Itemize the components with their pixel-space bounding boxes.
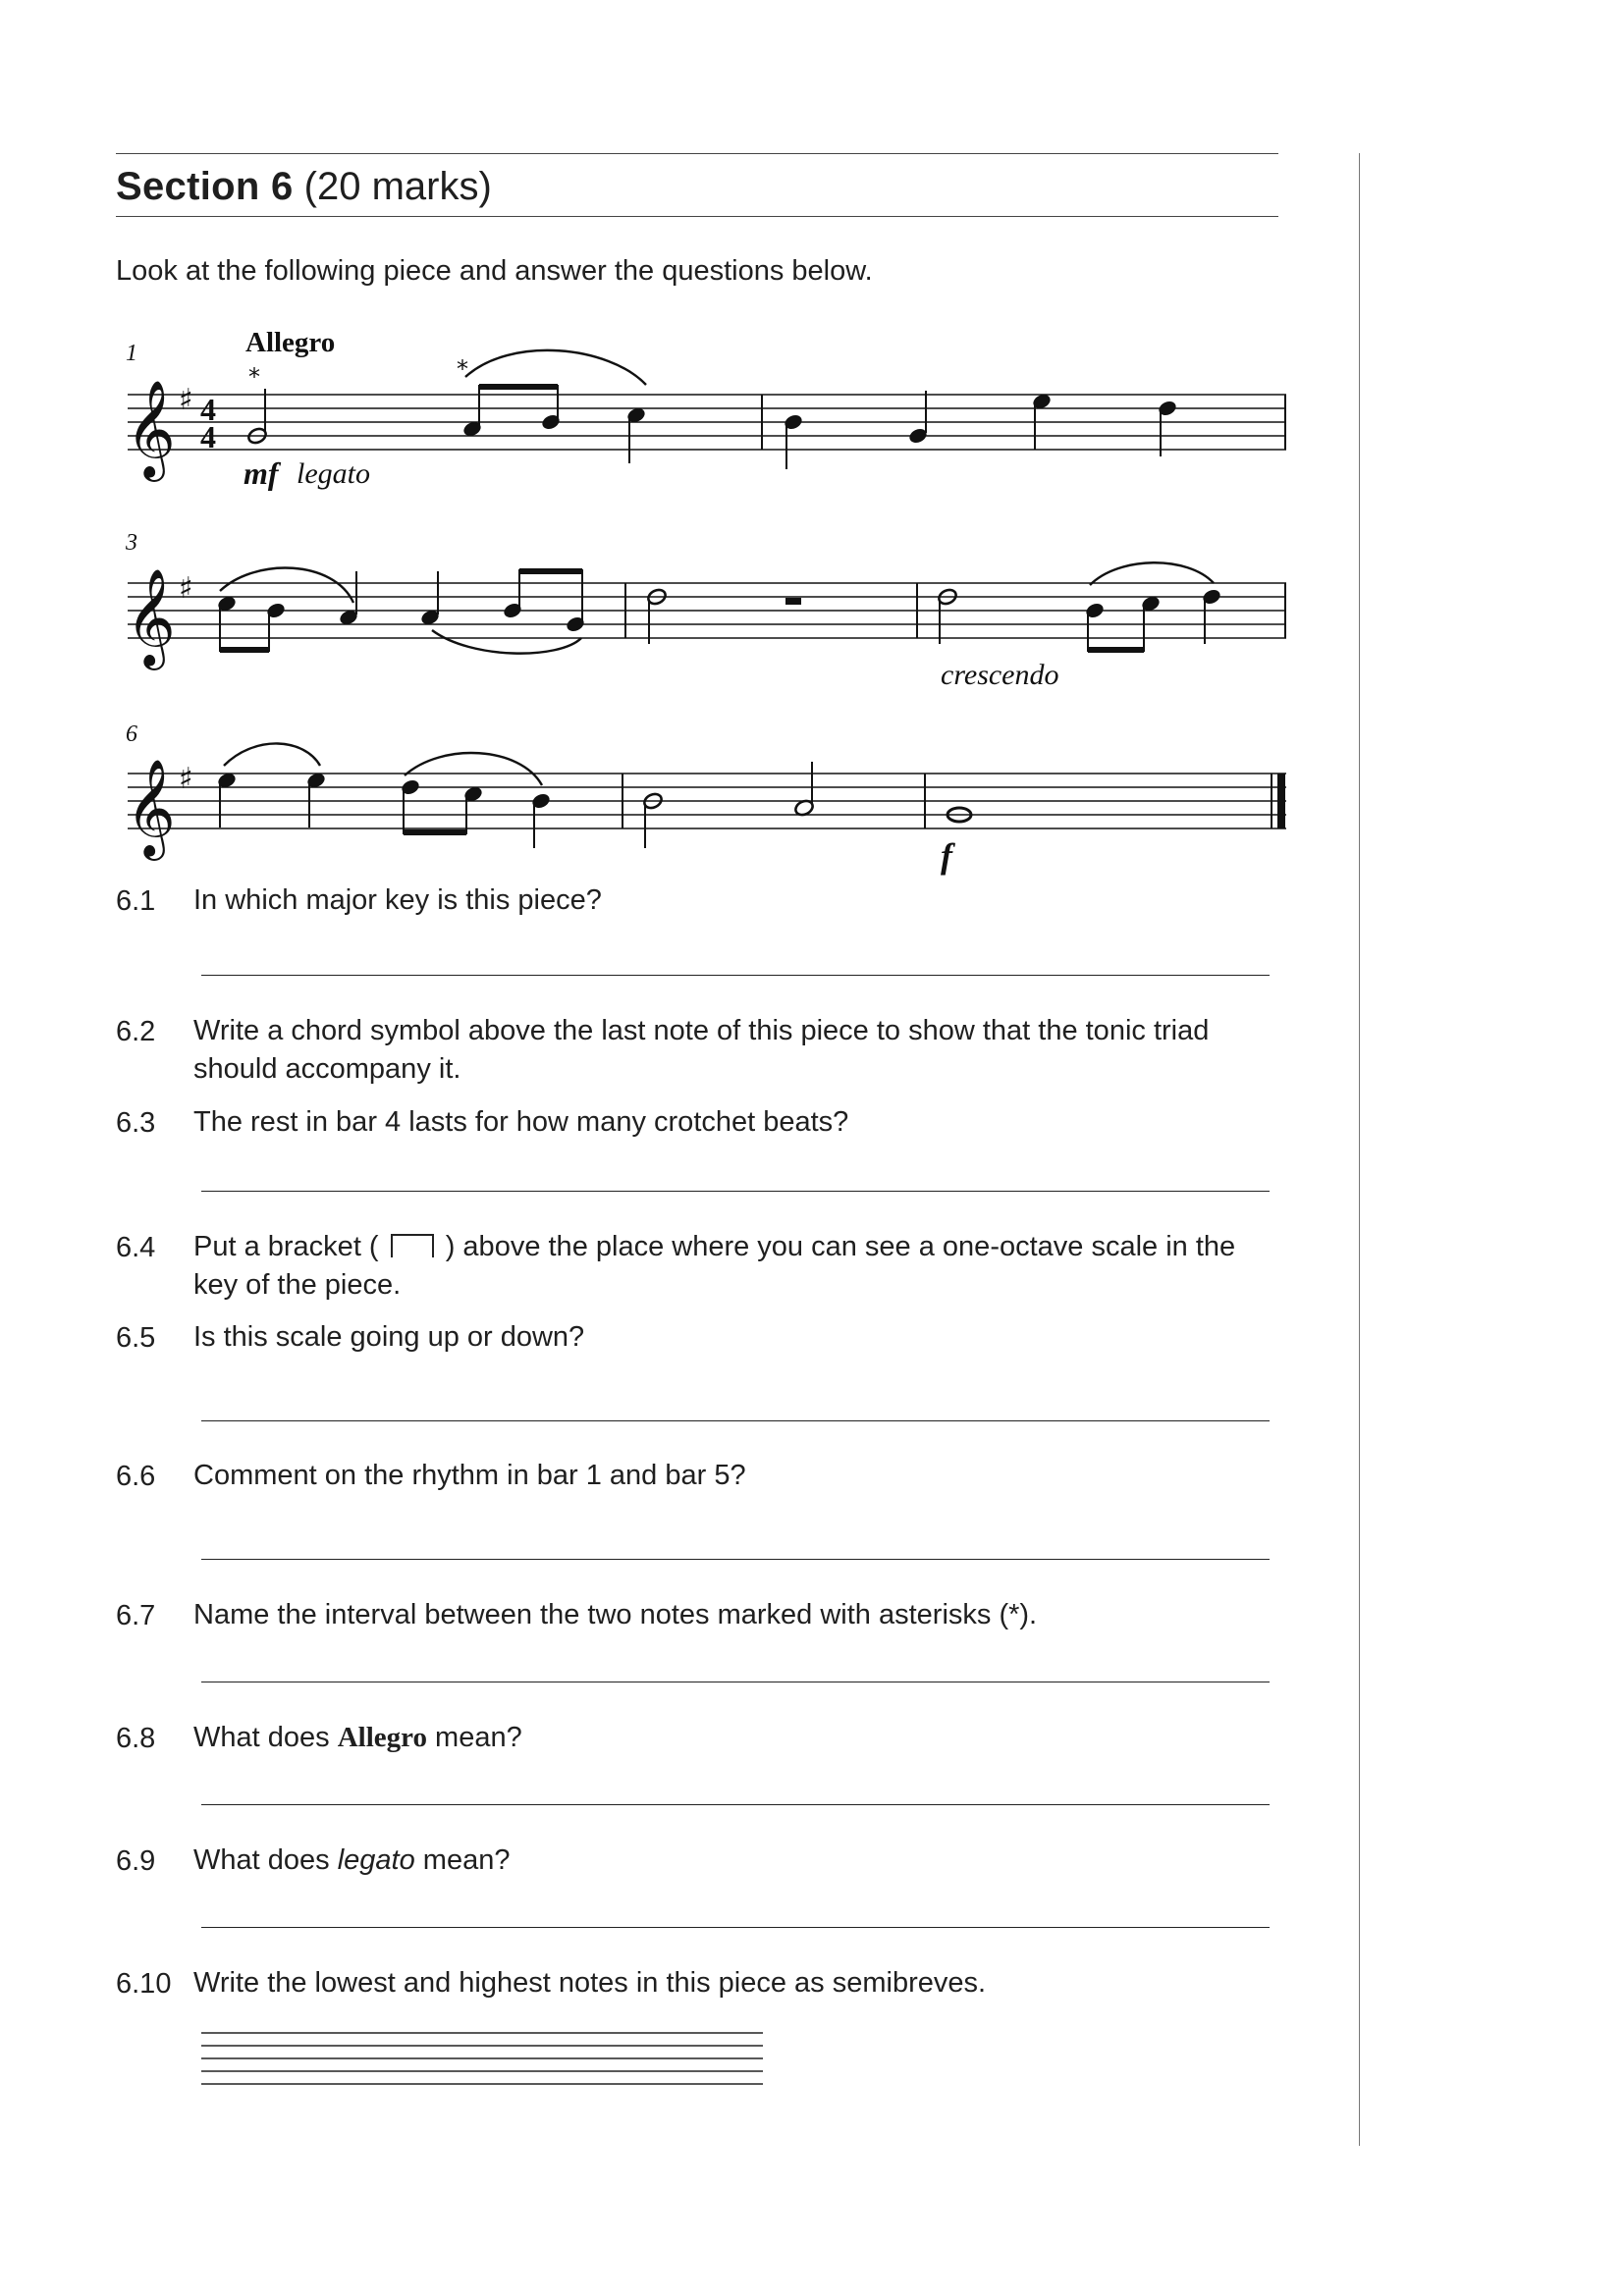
note-minim-d-bar4 bbox=[646, 587, 668, 644]
question-text-after: ) above the place where you can see a one-octave scale in the key of the piece. bbox=[193, 1231, 1236, 1301]
section-heading: Section 6 bbox=[116, 165, 294, 208]
question-number: 6.7 bbox=[116, 1600, 156, 1631]
staff-lines bbox=[128, 774, 1286, 828]
answer-line-6-9[interactable] bbox=[201, 1927, 1270, 1928]
question-number: 6.1 bbox=[116, 885, 156, 917]
treble-clef-icon: 𝄞 bbox=[126, 568, 176, 667]
question-text: Name the interval between the two notes marked with asterisks (*). bbox=[193, 1599, 1038, 1630]
question-text: Write the lowest and highest notes in this piece as semibreves. bbox=[193, 1967, 987, 1999]
note-minim-a-bar7 bbox=[793, 762, 815, 818]
question-text: The rest in bar 4 lasts for how many crotchet beats? bbox=[193, 1106, 849, 1138]
note-crotchet-c bbox=[626, 406, 646, 463]
beamed-quavers-a-b bbox=[462, 385, 561, 438]
question-text-after: mean? bbox=[435, 1722, 522, 1753]
final-barline-thick bbox=[1277, 774, 1285, 828]
time-signature-top: 4 bbox=[200, 392, 216, 427]
question-number: 6.3 bbox=[116, 1107, 156, 1139]
answer-line-6-8[interactable] bbox=[201, 1804, 1270, 1805]
question-text: Write a chord symbol above the last note of this piece to show that the tonic triad should accompany it. bbox=[193, 1015, 1210, 1085]
answer-line-6-6[interactable] bbox=[201, 1559, 1270, 1560]
bar-number-6: 6 bbox=[126, 721, 137, 747]
note-minim-g bbox=[246, 389, 268, 446]
asterisk-2: * bbox=[457, 355, 468, 383]
slur-bar-6b bbox=[405, 753, 542, 785]
question-text-before: Put a bracket ( bbox=[193, 1231, 379, 1262]
asterisk-1: * bbox=[248, 363, 260, 391]
question-number: 6.8 bbox=[116, 1723, 156, 1754]
note-crotchet-d-bar2 bbox=[1158, 400, 1177, 456]
question-text: Is this scale going up or down? bbox=[193, 1321, 585, 1353]
note-crotchet-a-bar3b bbox=[420, 571, 440, 626]
svg-text:mf: mf bbox=[244, 455, 279, 491]
answer-line-6-3[interactable] bbox=[201, 1191, 1270, 1192]
section-marks: (20 marks) bbox=[303, 165, 492, 208]
question-number: 6.10 bbox=[116, 1968, 172, 2000]
answer-staff[interactable] bbox=[201, 2028, 771, 2097]
beamed-quavers-b-c bbox=[1085, 595, 1161, 652]
note-minim-d-bar5 bbox=[937, 587, 958, 644]
answer-line-6-5[interactable] bbox=[201, 1420, 1270, 1421]
tempo-marking: Allegro bbox=[245, 327, 336, 358]
treble-clef-icon: 𝄞 bbox=[126, 380, 176, 478]
question-number: 6.5 bbox=[116, 1322, 156, 1354]
beamed-quavers-b-g bbox=[503, 569, 585, 633]
note-crotchet-d-bar5 bbox=[1202, 588, 1221, 644]
minim-rest bbox=[785, 598, 801, 605]
music-score bbox=[0, 0, 1624, 903]
slur-bar-3b bbox=[432, 630, 581, 654]
slur-bar-1 bbox=[465, 350, 646, 385]
question-text bbox=[193, 1719, 1273, 1757]
treble-clef-icon: 𝄞 bbox=[126, 759, 176, 857]
question-text-before: What does bbox=[193, 1844, 330, 1876]
bar-number-1: 1 bbox=[126, 341, 137, 366]
answer-line-6-1[interactable] bbox=[201, 975, 1270, 976]
note-crotchet-e-bar2 bbox=[1032, 393, 1052, 450]
note-crotchet-f-bar6 bbox=[217, 772, 237, 828]
staff-lines bbox=[128, 583, 1286, 638]
staff-lines bbox=[128, 395, 1286, 450]
question-text-after: mean? bbox=[422, 1844, 511, 1876]
question-text: In which major key is this piece? bbox=[193, 884, 602, 916]
f-dynamic: f bbox=[941, 836, 952, 876]
system-2 bbox=[125, 530, 1286, 691]
note-crotchet-b-bar2 bbox=[784, 413, 803, 469]
key-signature-sharp: ♯ bbox=[179, 383, 193, 417]
note-crotchet-a-bar3 bbox=[339, 571, 358, 626]
intro-text: Look at the following piece and answer the questions below. bbox=[116, 255, 873, 287]
question-number: 6.6 bbox=[116, 1461, 156, 1492]
question-number: 6.9 bbox=[116, 1845, 156, 1877]
legato-expression: legato bbox=[297, 457, 370, 490]
beamed-quavers-c-b bbox=[217, 595, 286, 652]
mf-dynamic bbox=[244, 455, 282, 491]
question-text bbox=[193, 1842, 1273, 1880]
note-crotchet-g-bar2 bbox=[908, 391, 928, 445]
crescendo-marking: crescendo bbox=[941, 659, 1059, 691]
system-1 bbox=[126, 327, 1286, 491]
slur-bar-5 bbox=[1090, 562, 1214, 585]
question-text-before: What does bbox=[193, 1722, 330, 1753]
question-text bbox=[193, 1228, 1273, 1305]
key-signature-sharp: ♯ bbox=[179, 762, 193, 796]
note-crotchet-c-bar6 bbox=[531, 792, 551, 848]
system-3 bbox=[126, 721, 1286, 876]
time-signature-bottom: 4 bbox=[200, 419, 216, 454]
bar-number-3: 3 bbox=[126, 530, 137, 556]
question-number: 6.2 bbox=[116, 1016, 156, 1047]
bracket-icon bbox=[391, 1234, 434, 1257]
term-allegro: Allegro bbox=[337, 1722, 427, 1753]
term-legato: legato bbox=[337, 1844, 415, 1876]
slur-bar-6a bbox=[224, 743, 320, 766]
question-number: 6.4 bbox=[116, 1232, 156, 1263]
note-minim-b-bar7 bbox=[642, 791, 664, 848]
question-text: Comment on the rhythm in bar 1 and bar 5? bbox=[193, 1460, 746, 1491]
key-signature-sharp: ♯ bbox=[179, 571, 193, 606]
note-crotchet-f-bar6b bbox=[306, 772, 326, 828]
